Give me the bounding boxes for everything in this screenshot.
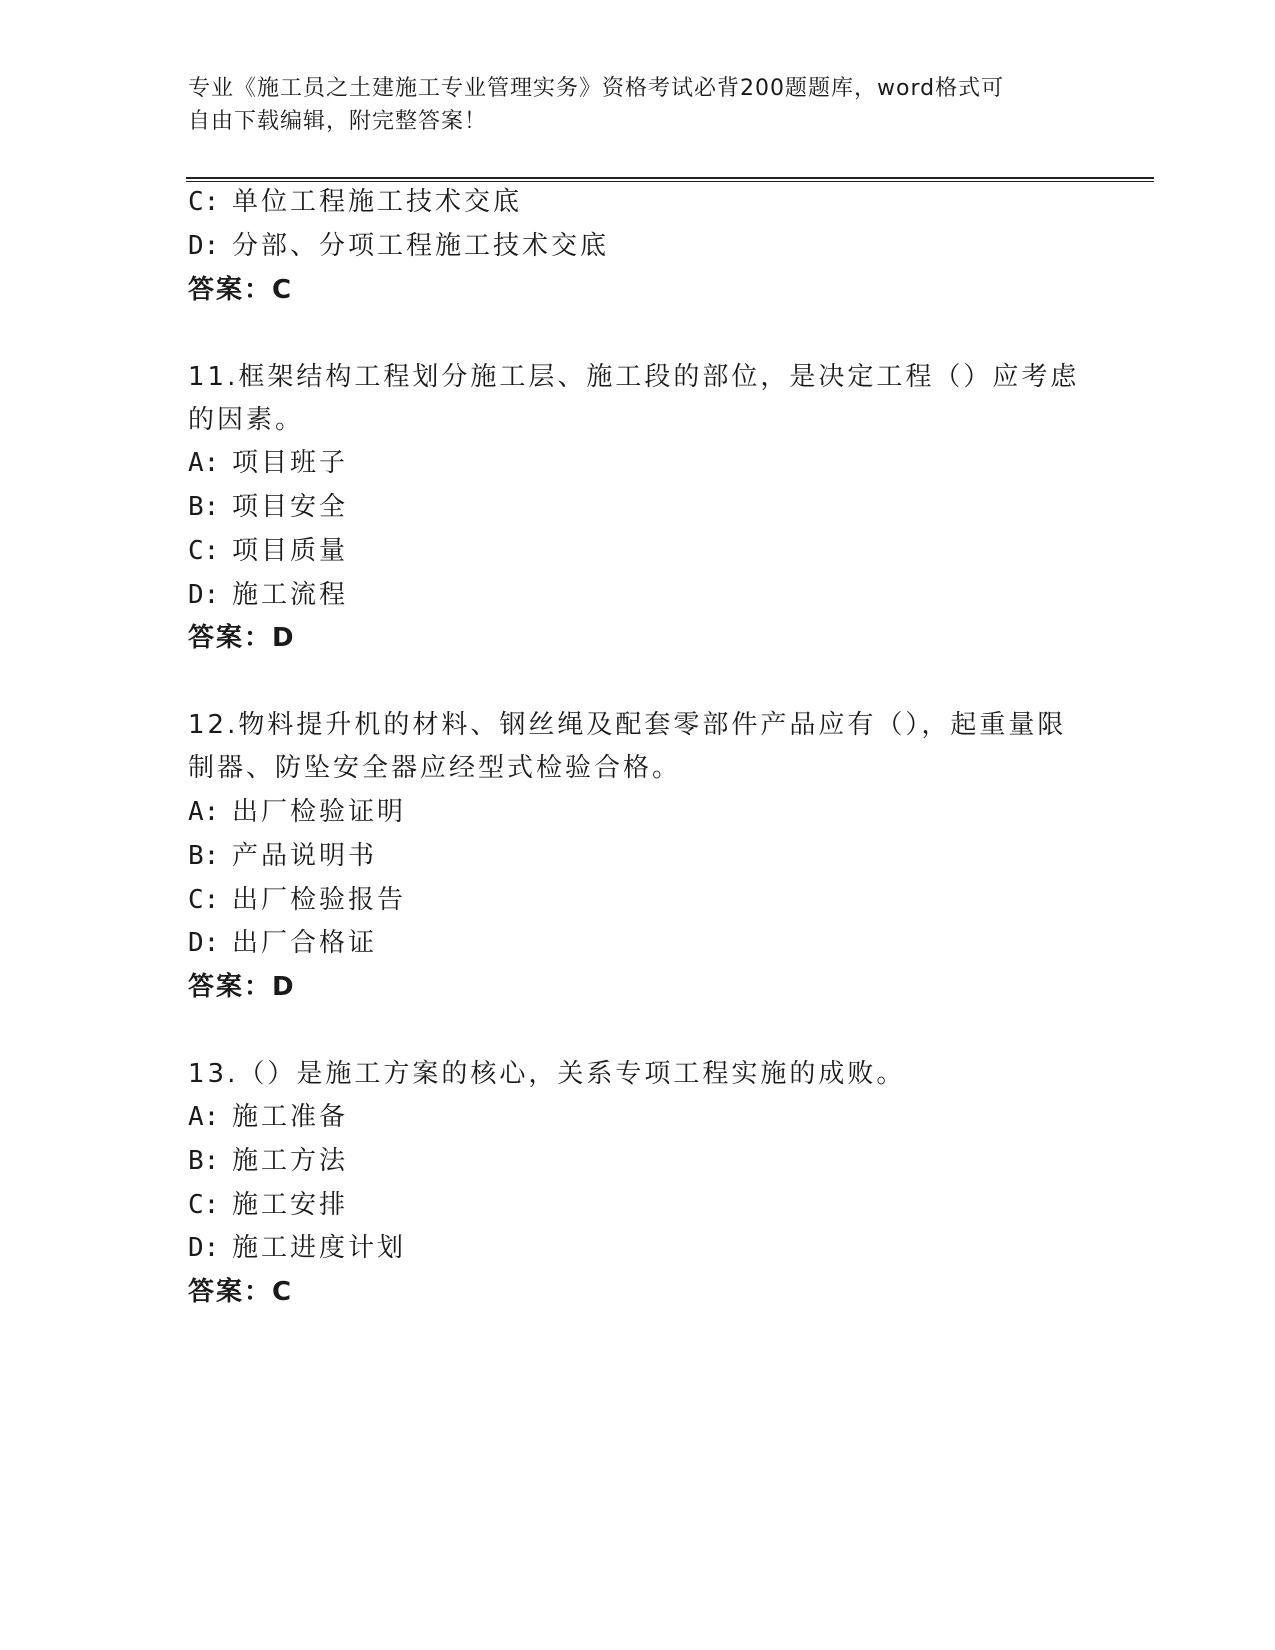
q12-answer: 答案：D [188, 972, 296, 1002]
q13-option-c [188, 1188, 348, 1222]
q12-option-d [188, 926, 377, 960]
header-line-1: 专业《施工员之土建施工专业管理实务》资格考试必背200题题库，word格式可 [188, 76, 1005, 101]
option-text: 施工安排 [232, 1190, 349, 1220]
option-prefix: C: [188, 885, 220, 915]
q13-answer: 答案：C [188, 1277, 294, 1307]
option-prefix: D: [188, 928, 220, 958]
q12-option-b [188, 839, 377, 873]
q11-stem-line-1: 11.框架结构工程划分施工层、施工段的部位，是决定工程（）应考虑 [188, 362, 1080, 392]
q13-option-b [188, 1144, 348, 1178]
q11-option-a [188, 446, 348, 480]
q11-option-c [188, 534, 348, 568]
option-text: 出厂检验报告 [232, 885, 407, 915]
q12-stem-line-1: 12.物料提升机的材料、钢丝绳及配套零部件产品应有（），起重量限 [188, 710, 1067, 740]
q11-stem-line-2: 的因素。 [188, 405, 305, 435]
q13-stem-line-1: 13.（）是施工方案的核心，关系专项工程实施的成败。 [188, 1059, 906, 1089]
header-line-2: 自由下载编辑，附完整答案！ [188, 109, 488, 134]
option-text: 分部、分项工程施工技术交底 [232, 231, 610, 261]
prev-answer: 答案：C [188, 275, 294, 305]
option-text: 项目质量 [232, 536, 349, 566]
q11-option-d [188, 578, 348, 612]
option-prefix: C: [188, 187, 220, 217]
option-prefix: A: [188, 448, 220, 478]
q13-option-d [188, 1231, 406, 1265]
q12-option-c [188, 883, 406, 917]
option-prefix: D: [188, 231, 220, 261]
option-prefix: C: [188, 536, 220, 566]
option-text: 出厂合格证 [232, 928, 378, 958]
option-prefix: B: [188, 841, 220, 871]
prev-option-d [188, 229, 609, 263]
header-divider-thin [186, 181, 1154, 182]
option-text: 出厂检验证明 [232, 797, 407, 827]
option-text: 产品说明书 [232, 841, 378, 871]
option-text: 项目班子 [232, 448, 349, 478]
option-prefix: D: [188, 580, 220, 610]
option-prefix: A: [188, 797, 220, 827]
option-prefix: B: [188, 1146, 220, 1176]
option-prefix: D: [188, 1233, 220, 1263]
q12-stem-line-2: 制器、防坠安全器应经型式检验合格。 [188, 753, 682, 783]
q12-option-a [188, 795, 406, 829]
option-text: 施工流程 [232, 580, 349, 610]
option-text: 施工准备 [232, 1102, 349, 1132]
q11-option-b [188, 490, 348, 524]
header-divider [186, 177, 1154, 179]
q11-answer: 答案：D [188, 623, 296, 653]
option-text: 施工进度计划 [232, 1233, 407, 1263]
option-text: 单位工程施工技术交底 [232, 187, 523, 217]
option-text: 项目安全 [232, 492, 349, 522]
prev-option-c [188, 185, 522, 219]
q13-option-a [188, 1100, 348, 1134]
option-prefix: A: [188, 1102, 220, 1132]
option-text: 施工方法 [232, 1146, 349, 1176]
option-prefix: C: [188, 1190, 220, 1220]
document-header [188, 72, 1068, 138]
option-prefix: B: [188, 492, 220, 522]
